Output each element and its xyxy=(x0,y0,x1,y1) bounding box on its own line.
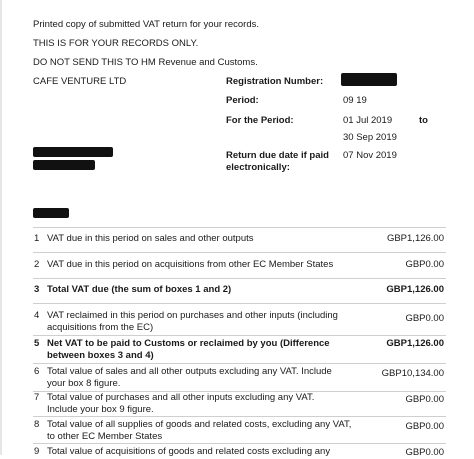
box-description: Total value of acquisitions of goods and related costs excluding any xyxy=(47,446,331,457)
box-value: GBP1,126.00 xyxy=(386,233,444,244)
divider xyxy=(33,252,446,253)
box-number: 5 xyxy=(34,338,40,349)
redacted-registration-number xyxy=(341,73,397,86)
period-value: 09 19 xyxy=(343,95,367,106)
box-number: 9 xyxy=(34,446,40,457)
divider xyxy=(33,416,446,417)
box-number: 2 xyxy=(34,259,40,270)
divider xyxy=(33,443,446,444)
period-label: Period: xyxy=(226,95,259,106)
period-to-date: 30 Sep 2019 xyxy=(343,132,397,143)
redacted-address-line2 xyxy=(33,160,95,170)
divider xyxy=(33,303,446,304)
box-number: 1 xyxy=(34,233,40,244)
period-from-date: 01 Jul 2019 xyxy=(343,115,393,126)
divider xyxy=(33,227,446,228)
divider xyxy=(33,335,446,336)
notice-printed-copy: Printed copy of submitted VAT return for your records. xyxy=(33,19,259,30)
due-date-value: 07 Nov 2019 xyxy=(343,150,397,161)
box-number: 4 xyxy=(34,310,40,321)
box-description: Total value of all supplies of goods and related costs, excluding any VAT, to other EC Member States xyxy=(47,419,352,442)
box-number: 8 xyxy=(34,419,40,430)
divider xyxy=(33,278,446,279)
box-value: GBP1,126.00 xyxy=(386,284,444,295)
box-description: Total VAT due (the sum of boxes 1 and 2) xyxy=(47,284,232,295)
box-description: Net VAT to be paid to Customs or reclaimed by you (Difference between boxes 3 and 4) xyxy=(47,338,330,361)
company-name: CAFE VENTURE LTD xyxy=(33,76,127,87)
notice-records-only: THIS IS FOR YOUR RECORDS ONLY. xyxy=(33,38,199,49)
box-description: Total value of purchases and all other inputs excluding any VAT. Include your box 9 figure. xyxy=(47,392,315,415)
divider xyxy=(33,363,446,364)
page-edge xyxy=(0,0,2,455)
box-value: GBP0.00 xyxy=(405,447,444,458)
box-value: GBP0.00 xyxy=(405,421,444,432)
redacted-reference xyxy=(33,208,69,218)
box-number: 7 xyxy=(34,392,40,403)
due-date-label-line2: electronically: xyxy=(226,162,290,173)
registration-label: Registration Number: xyxy=(226,76,324,87)
box-value: GBP0.00 xyxy=(405,394,444,405)
for-period-label: For the Period: xyxy=(226,115,294,126)
due-date-label-line1: Return due date if paid xyxy=(226,150,329,161)
box-description: VAT reclaimed in this period on purchases and other inputs (including acquisitions from the EC) xyxy=(47,310,338,333)
box-description: Total value of sales and all other outputs excluding any VAT. Include your box 8 figure. xyxy=(47,366,332,389)
redacted-address-line1 xyxy=(33,147,113,157)
box-description: VAT due in this period on sales and other outputs xyxy=(47,233,254,244)
box-value: GBP0.00 xyxy=(405,313,444,324)
box-value: GBP1,126.00 xyxy=(386,338,444,349)
box-number: 3 xyxy=(34,284,40,295)
box-number: 6 xyxy=(34,366,40,377)
box-value: GBP10,134.00 xyxy=(381,368,444,379)
period-to-word: to xyxy=(419,115,428,126)
box-value: GBP0.00 xyxy=(405,259,444,270)
box-description: VAT due in this period on acquisitions from other EC Member States xyxy=(47,259,334,270)
notice-do-not-send: DO NOT SEND THIS TO HM Revenue and Customs. xyxy=(33,57,258,68)
